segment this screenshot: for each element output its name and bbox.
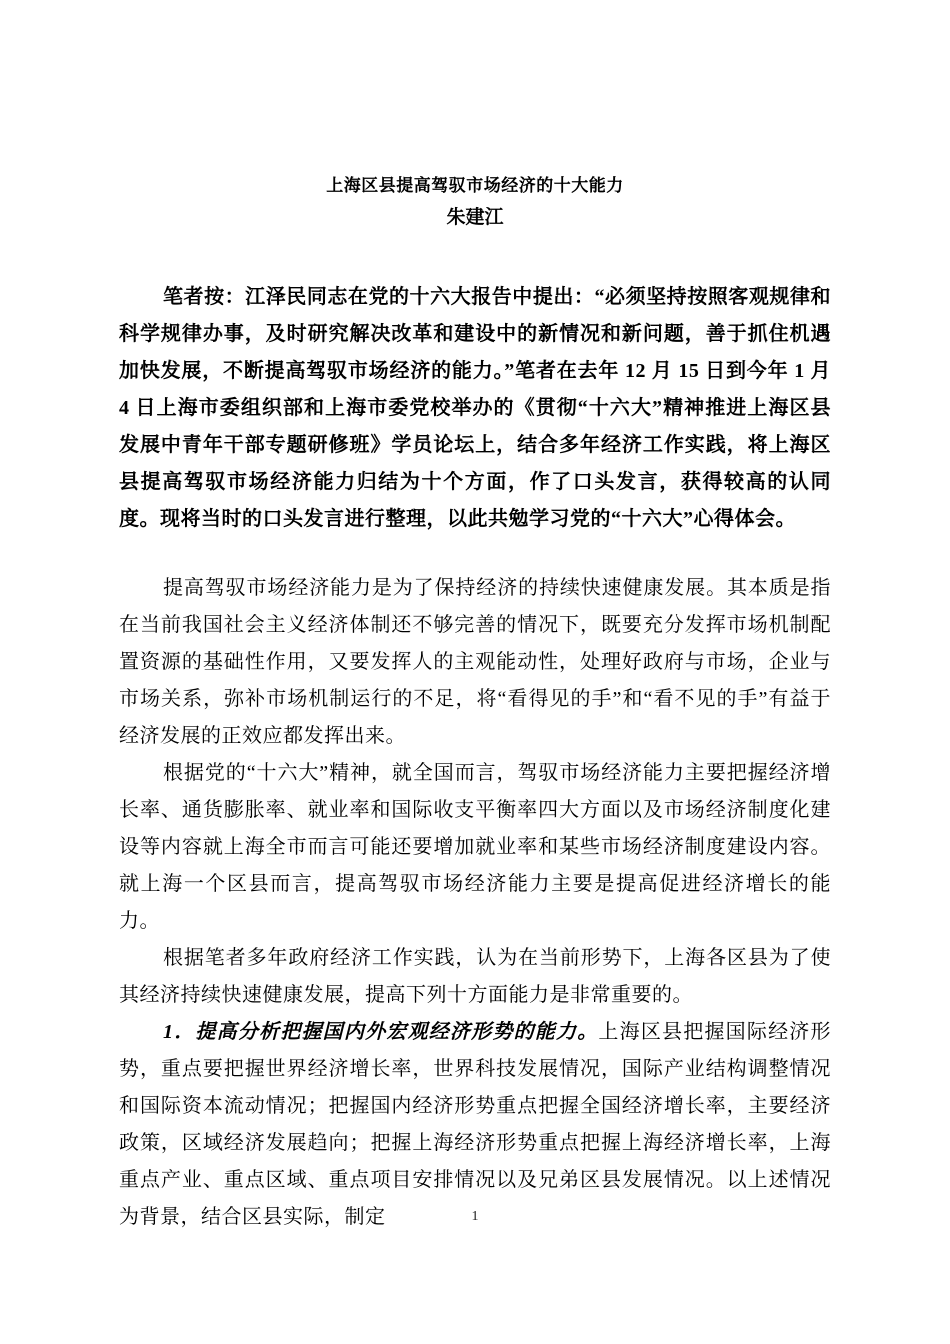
editor-note-paragraph: 笔者按：江泽民同志在党的十六大报告中提出：“必须坚持按照客观规律和科学规律办事，及时研究解决改革和建设中的新情况和新问题，善于抓住机遇加快发展，不断提高驾驭市场经济的能力。”笔者在去年 12 月 15 日到今年 1 月 4 日上海市委组织部和上海市委党校举办的《贯彻“十六大”精神推进上海区县发展中青年干部专题研修班》学员论坛上，结合多年经济工作实践，将上海区县提高驾驭市场经济能力归结为十个方面，作了口头发言，获得较高的认同度。现将当时的口头发言进行整理，以此共勉学习党的“十六大”心得体会。	[119, 286, 831, 530]
paragraph-author-view: 根据笔者多年政府经济工作实践，认为在当前形势下，上海各区县为了使其经济持续快速健康发展，提高下列十方面能力是非常重要的。	[119, 947, 831, 1006]
document-author: 朱建江	[446, 207, 504, 228]
paragraph-national-context: 根据党的“十六大”精神，就全国而言，驾驭市场经济能力主要把握经济增长率、通货膨胀率、就业率和国际收支平衡率四大方面以及市场经济制度化建设等内容就上海全市而言可能还要增加就业率和某些市场经济制度建设内容。就上海一个区县而言，提高驾驭市场经济能力主要是提高促进经济增长的能力。	[119, 762, 831, 932]
document-title: 上海区县提高驾驭市场经济的十大能力	[326, 176, 624, 195]
numbered-item-1	[119, 1014, 831, 1236]
paragraph-overview: 提高驾驭市场经济能力是为了保持经济的持续快速健康发展。其本质是指在当前我国社会主义经济体制还不够完善的情况下，既要充分发挥市场机制配置资源的基础性作用，又要发挥人的主观能动性，处理好政府与市场，企业与市场关系，弥补市场机制运行的不足，将“看得见的手”和“看不见的手”有益于经济发展的正效应都发挥出来。	[119, 577, 831, 747]
document-body	[119, 570, 831, 1236]
numbered-item-1-heading: 1．提高分析把握国内外宏观经济形势的能力。	[163, 1021, 599, 1043]
page-number: 1	[471, 1209, 479, 1224]
numbered-item-1-body: 上海区县把握国际经济形势，重点要把握世界经济增长率，世界科技发展情况，国际产业结构调整情况和国际资本流动情况；把握国内经济形势重点把握全国经济增长率，主要经济政策，区域经济发展趋向；把握上海经济形势重点把握上海经济增长率，上海重点产业、重点区域、重点项目安排情况以及兄弟区县发展情况。以上述情况为背景，结合区县实际，制定	[119, 1021, 832, 1228]
